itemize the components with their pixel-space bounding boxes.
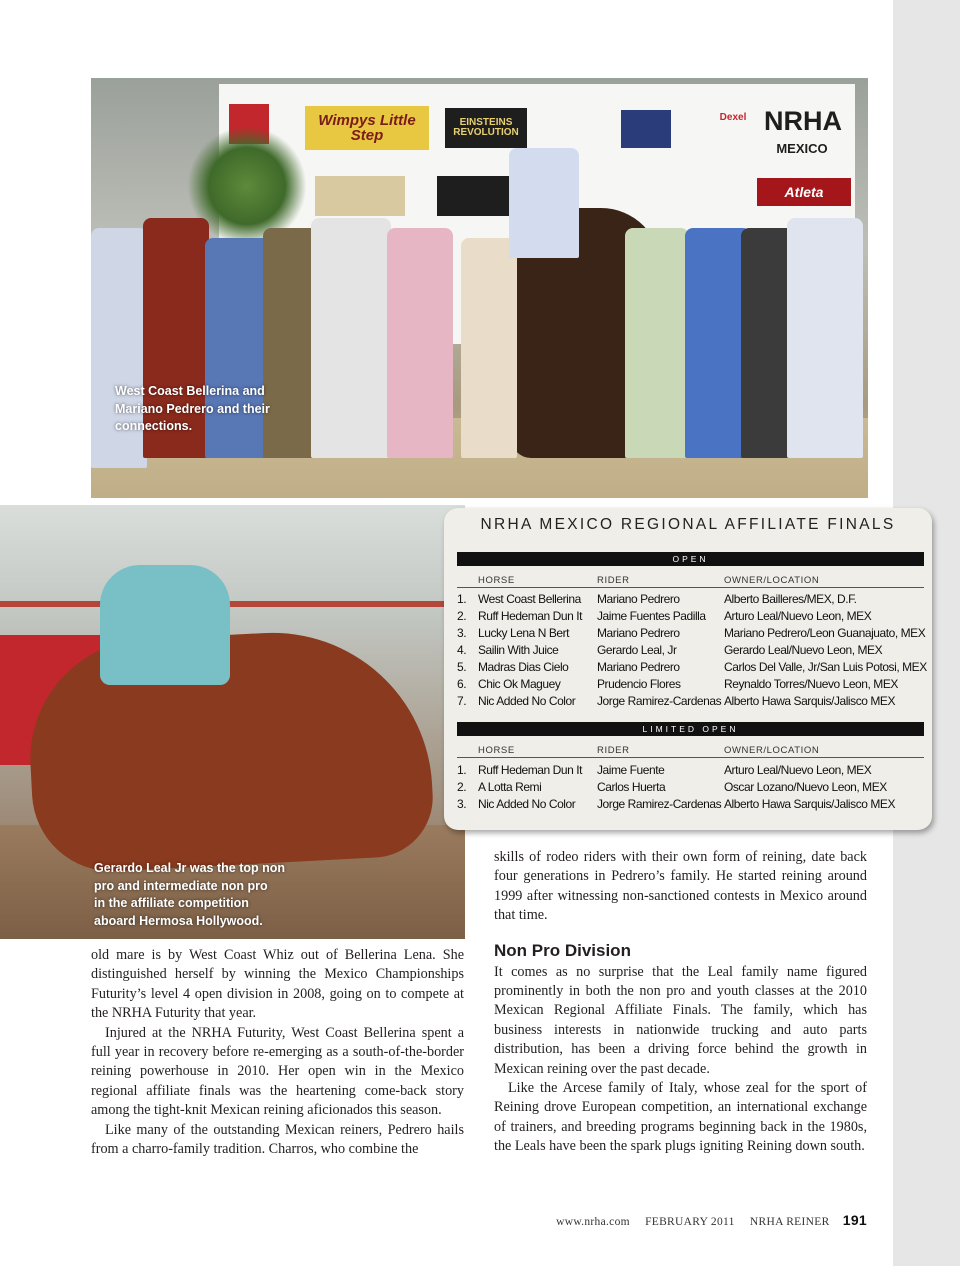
- rider-name: Mariano Pedrero: [597, 626, 680, 640]
- rider-name: Mariano Pedrero: [597, 660, 680, 674]
- header-rule: [457, 587, 924, 588]
- horse-name: A Lotta Remi: [478, 780, 542, 794]
- owner-location: Oscar Lozano/Nuevo Leon, MEX: [724, 780, 887, 794]
- right-text-column: [494, 848, 867, 1157]
- photo-caption: [115, 383, 270, 436]
- sponsor-logo: Atleta: [757, 178, 851, 206]
- col-header-rider: RIDER: [597, 575, 630, 586]
- horse-name: Ruff Hedeman Dun It: [478, 609, 582, 623]
- person: [509, 148, 579, 258]
- body-paragraph: Injured at the NRHA Futurity, West Coast Bellerina spent a full year in recovery before re-emerging as a south-of-the-border reining powerhouse in 2010. Her open win in the Mexico regional affiliate finals was the heartening come-back story among the tight-knit Mexican reining aficionados this season.: [91, 1024, 464, 1119]
- owner-location: Alberto Hawa Sarquis/Jalisco MEX: [724, 797, 896, 811]
- horse-name: Chic Ok Maguey: [478, 677, 561, 691]
- rider-name: Jaime Fuentes Padilla: [597, 609, 706, 623]
- owner-location: Alberto Bailleres/MEX, D.F.: [724, 592, 857, 606]
- col-header-horse: HORSE: [478, 575, 515, 586]
- rider-name: Prudencio Flores: [597, 677, 681, 691]
- col-header-horse: HORSE: [478, 745, 515, 756]
- body-paragraph: Like many of the outstanding Mexican reiners, Pedrero hails from a charro-family tradition. Charros, who combine the: [91, 1121, 464, 1158]
- body-paragraph: skills of rodeo riders with their own form of reining, date back four generations in Pedrero’s family. He started reining around 1999 after witnessing non-sanctioned contests in Mexico around that time.: [494, 849, 867, 924]
- horse-image: [24, 625, 435, 876]
- col-header-rider: RIDER: [597, 745, 630, 756]
- col-header-owner: OWNER/LOCATION: [724, 745, 820, 756]
- rider-name: Carlos Huerta: [597, 780, 666, 794]
- place: 7.: [457, 694, 467, 708]
- result-row: [457, 660, 937, 677]
- nrha-logo-sub: MEXICO: [776, 140, 828, 156]
- place: 2.: [457, 609, 467, 623]
- arena-fence: [0, 601, 465, 607]
- owner-location: Arturo Leal/Nuevo Leon, MEX: [724, 763, 872, 777]
- person: [311, 218, 391, 458]
- horse-name: Nic Added No Color: [478, 694, 576, 708]
- header-rule: [457, 757, 924, 758]
- rider-image: [100, 565, 230, 685]
- photo-caption: [94, 860, 285, 930]
- person: [787, 218, 863, 458]
- owner-location: Reynaldo Torres/Nuevo Leon, MEX: [724, 677, 898, 691]
- page-number: 191: [842, 1212, 867, 1228]
- result-row: [457, 643, 937, 660]
- results-title: NRHA MEXICO REGIONAL AFFILIATE FINALS: [480, 516, 896, 533]
- footer-url: www.nrha.com: [556, 1216, 630, 1228]
- section-heading: Non Pro Division: [494, 940, 631, 960]
- body-paragraph: It comes as no surprise that the Leal family name figured prominently in both the non pro and youth classes at the 2010 Mexican Regional Affiliate Finals. The family, which has business interests in nationwide trucking and auto parts distribution, has been a driving force behind the growth in Mexican reining over the past decade.: [494, 963, 867, 1077]
- caption-line: connections.: [115, 419, 193, 433]
- rider-name: Jorge Ramirez-Cardenas: [597, 797, 722, 811]
- person: [625, 228, 689, 458]
- place: 5.: [457, 660, 467, 674]
- person: [461, 238, 517, 458]
- nrha-logo: NRHA: [764, 105, 842, 136]
- horse-name: Nic Added No Color: [478, 797, 576, 811]
- body-paragraph: Like the Arcese family of Italy, whose zeal for the sport of Reining drove European competition, an international exchange of trainers, and breeding programs beginning back in the 1980s, the Leals have been the spark plugs igniting Reining down south.: [494, 1080, 867, 1155]
- page-footer: [556, 1212, 867, 1228]
- person: [387, 228, 453, 458]
- result-row: [457, 626, 937, 643]
- footer-date: FEBRUARY 2011: [645, 1216, 735, 1228]
- result-row: [457, 780, 937, 797]
- place: 2.: [457, 780, 467, 794]
- place: 6.: [457, 677, 467, 691]
- result-row: [457, 694, 937, 711]
- result-row: [457, 609, 937, 626]
- sponsor-logo: Wimpys Little Step: [305, 106, 429, 150]
- body-paragraph: old mare is by West Coast Whiz out of Bellerina Lena. She distinguished herself by winning the Mexico Championships Futurity’s level 4 open division in 2008, going on to compete at the NRHA Futurity that year.: [91, 947, 464, 1022]
- caption-line: West Coast Bellerina and: [115, 384, 265, 398]
- result-row: [457, 797, 937, 814]
- caption-line: pro and intermediate non pro: [94, 878, 268, 893]
- caption-line: Gerardo Leal Jr was the top non: [94, 861, 286, 875]
- place: 1.: [457, 763, 467, 777]
- owner-location: Carlos Del Valle, Jr/San Luis Potosi, MEX: [724, 660, 927, 674]
- sponsor-logo: Dexel: [719, 112, 747, 123]
- horse-name: Madras Dias Cielo: [478, 660, 569, 674]
- owner-location: Alberto Hawa Sarquis/Jalisco MEX: [724, 694, 896, 708]
- sponsor-logo-block: [315, 176, 405, 216]
- result-row: [457, 592, 937, 609]
- rider-name: Jorge Ramirez-Cardenas: [597, 694, 722, 708]
- horse-name: Sailin With Juice: [478, 643, 559, 657]
- rider-name: Gerardo Leal, Jr: [597, 643, 677, 657]
- open-section-bar: OPEN: [457, 552, 924, 566]
- owner-location: Gerardo Leal/Nuevo Leon, MEX: [724, 643, 883, 657]
- place: 3.: [457, 797, 467, 811]
- horse-name: Ruff Hedeman Dun It: [478, 763, 582, 777]
- rider-name: Mariano Pedrero: [597, 592, 680, 606]
- caption-line: Mariano Pedrero and their: [115, 401, 270, 416]
- results-panel: [444, 508, 932, 830]
- reining-photo: [0, 505, 465, 939]
- group-photo: [91, 78, 868, 498]
- owner-location: Mariano Pedrero/Leon Guanajuato, MEX: [724, 626, 926, 640]
- sponsor-logo: EINSTEINS REVOLUTION: [445, 108, 527, 148]
- rider-name: Jaime Fuente: [597, 763, 665, 777]
- owner-location: Arturo Leal/Nuevo Leon, MEX: [724, 609, 872, 623]
- result-row: [457, 763, 937, 780]
- place: 3.: [457, 626, 467, 640]
- place: 1.: [457, 592, 467, 606]
- footer-magazine: NRHA REINER: [749, 1216, 830, 1228]
- caption-line: in the affiliate competition: [94, 896, 249, 910]
- sponsor-logo-block: [437, 176, 509, 216]
- col-header-owner: OWNER/LOCATION: [724, 575, 820, 586]
- limited-open-section-bar: LIMITED OPEN: [457, 722, 924, 736]
- left-text-column: [91, 946, 464, 1159]
- sponsor-logo-block: [621, 110, 671, 148]
- place: 4.: [457, 643, 467, 657]
- result-row: [457, 677, 937, 694]
- horse-name: West Coast Bellerina: [478, 592, 581, 606]
- horse-name: Lucky Lena N Bert: [478, 626, 570, 640]
- caption-line: aboard Hermosa Hollywood.: [94, 913, 263, 928]
